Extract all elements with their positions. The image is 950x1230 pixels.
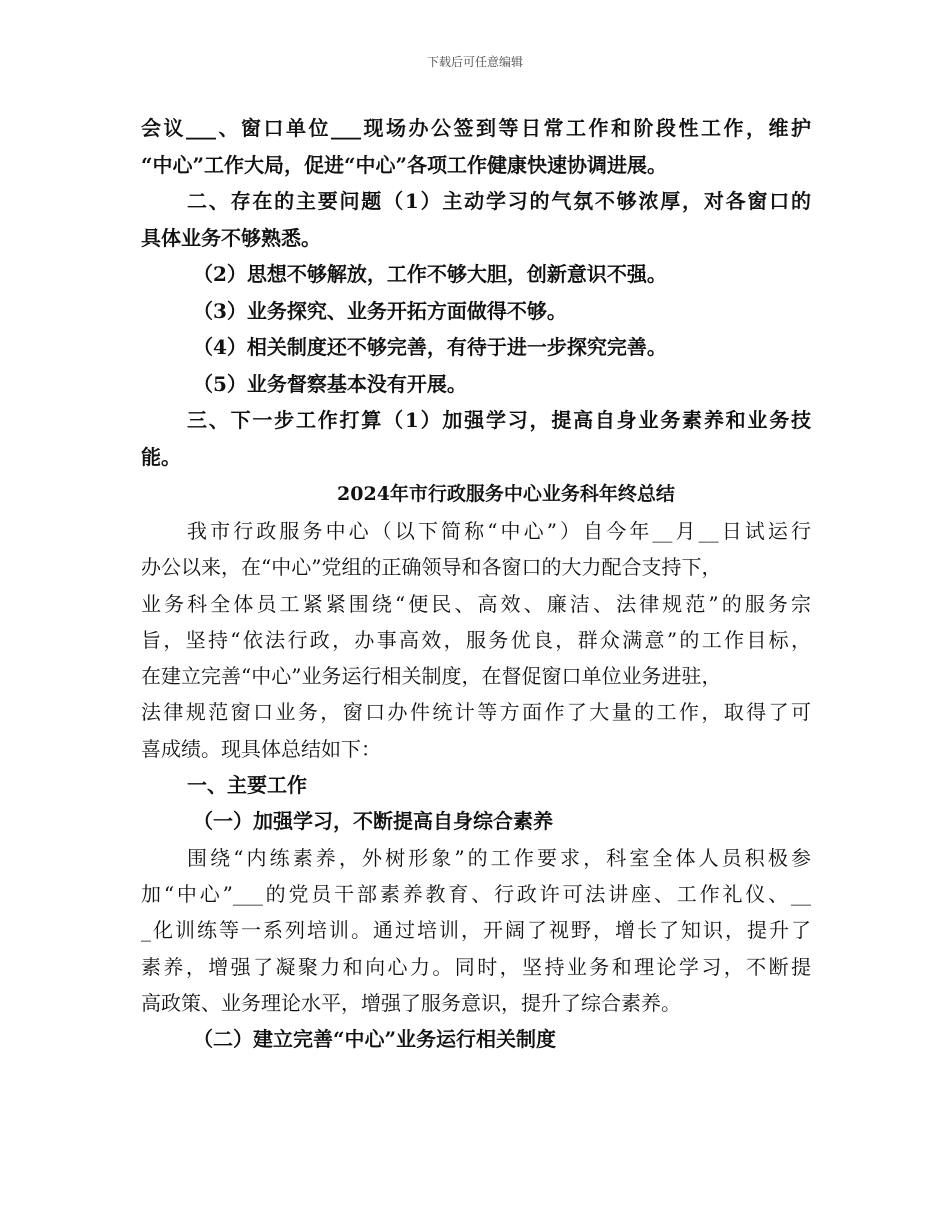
subsection-heading-study: （一）加强学习，不断提高自身综合素养 [193,809,553,834]
paragraph-line: 旨，坚持“依法行政，办事高效，服务优良，群众满意”的工作目标， [141,627,811,652]
paragraph-line: 加“中心”___的党员干部素养教育、行政许可法讲座、工作礼仪、__ [141,881,811,906]
paragraph-line: 喜成绩。现具体总结如下： [141,736,381,761]
paragraph-line: 素养，增强了凝聚力和向心力。同时，坚持业务和理论学习，不断提 [141,954,811,979]
document-title: 2024年市行政服务中心业务科年终总结 [337,483,675,505]
paragraph-line: 业务科全体员工紧紧围绕“便民、高效、廉洁、法律规范”的服务宗 [141,591,811,616]
section-heading-next-steps: 三、下一步工作打算（1）加强学习，提高自身业务素养和业务技 [187,408,811,432]
section-heading-main-work: 一、主要工作 [187,773,307,798]
problem-item: （4）相关制度还不够完善，有待于进一步探究完善。 [193,335,667,359]
section-heading-problems: 二、存在的主要问题（1）主动学习的气氛不够浓厚，对各窗口的 [187,189,811,213]
problem-item: （3）业务探究、业务开拓方面做得不够。 [193,298,567,323]
paragraph-line: 会议___、窗口单位___现场办公签到等日常工作和阶段性工作，维护 [141,116,811,140]
paragraph-line: 具体业务不够熟悉。 [141,225,321,250]
problem-item: （2）思想不够解放，工作不够大胆，创新意识不强。 [193,262,667,286]
paragraph-line: _化训练等一系列培训。通过培训，开阔了视野，增长了知识，提升了 [141,918,811,943]
paragraph-line: 能。 [141,444,181,469]
paragraph-line: 在建立完善“中心”业务运行相关制度，在督促窗口单位业务进驻， [141,664,722,689]
paragraph-line: 围绕“内练素养，外树形象”的工作要求，科室全体人员积极参 [187,845,811,870]
subsection-heading-systems: （二）建立完善“中心”业务运行相关制度 [193,1027,557,1052]
paragraph-line: “中心”工作大局，促进“中心”各项工作健康快速协调进展。 [141,152,668,177]
document-body [141,110,811,1057]
paragraph-line: 办公以来，在“中心”党组的正确领导和各窗口的大力配合支持下， [141,555,722,580]
problem-item: （5）业务督察基本没有开展。 [193,371,467,396]
paragraph-line: 高政策、业务理论水平，增强了服务意识，提升了综合素养。 [141,990,681,1015]
paragraph-line: 法律规范窗口业务，窗口办件统计等方面作了大量的工作，取得了可 [141,700,811,725]
paragraph-line: 我市行政服务中心（以下简称“中心”）自今年__月__日试运行 [187,519,811,543]
page-header-note: 下载后可任意编辑 [426,55,523,69]
